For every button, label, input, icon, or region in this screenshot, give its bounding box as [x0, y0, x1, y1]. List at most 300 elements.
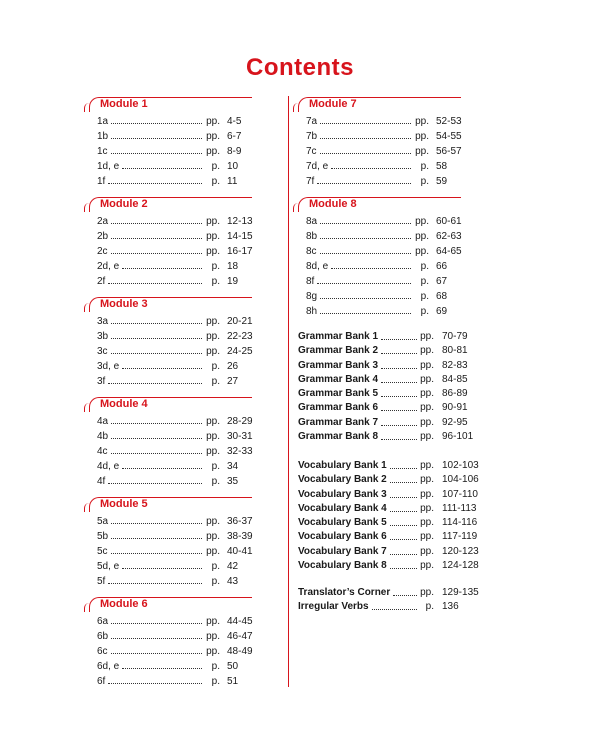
page-prefix: pp.	[420, 460, 434, 471]
page-prefix: p.	[211, 261, 220, 272]
entry-label: Grammar Bank 3	[298, 359, 379, 371]
toc-entry	[89, 644, 279, 659]
page-number: 69	[436, 306, 448, 317]
toc-entry	[298, 330, 498, 344]
page-prefix: pp.	[206, 631, 220, 642]
module-heading	[89, 97, 279, 113]
toc-entry	[298, 459, 498, 473]
entry-label: 2a	[97, 216, 109, 227]
module-section	[89, 197, 279, 289]
page-number: 52-53	[436, 116, 462, 127]
entry-label: 8h	[306, 306, 318, 317]
leader-dots	[320, 138, 411, 139]
page-number: 117-119	[442, 531, 478, 543]
toc-entry	[298, 545, 498, 559]
toc-entry	[298, 274, 488, 289]
module-section	[89, 497, 279, 589]
page-number: 62-63	[436, 231, 462, 242]
toc-entry	[89, 274, 279, 289]
page-prefix: p.	[420, 291, 429, 302]
toc-entry	[298, 600, 498, 614]
leader-dots	[381, 368, 417, 369]
page-prefix: pp.	[415, 116, 429, 127]
page-number: 28-29	[227, 416, 253, 427]
page-number: 104-106	[442, 474, 479, 486]
entry-label: 6c	[97, 646, 108, 657]
entry-label: 4f	[97, 476, 106, 487]
leader-dots	[381, 339, 417, 340]
page-number: 35	[227, 476, 239, 487]
leader-dots	[111, 453, 202, 454]
page-prefix: pp.	[415, 146, 429, 157]
page-prefix: pp.	[420, 331, 434, 342]
module-title: Module 5	[100, 498, 148, 510]
page-prefix: pp.	[206, 446, 220, 457]
page-number: 102-103	[442, 460, 479, 471]
toc-entry	[89, 244, 279, 259]
leader-dots	[122, 568, 202, 569]
page-prefix: p.	[211, 361, 220, 372]
entry-label: 2c	[97, 246, 108, 257]
page-number: 32-33	[227, 446, 253, 457]
page-number: 46-47	[227, 631, 253, 642]
toc-entry	[89, 544, 279, 559]
toc-entry	[298, 259, 488, 274]
leader-dots	[320, 253, 411, 254]
leader-dots	[111, 353, 202, 354]
page-number: 84-85	[442, 373, 468, 385]
toc-entry	[89, 459, 279, 474]
page-prefix: p.	[420, 176, 429, 187]
column-divider	[288, 96, 289, 687]
toc-entry	[298, 473, 498, 487]
entry-label: Vocabulary Bank 7	[298, 545, 387, 557]
entry-label: 7b	[306, 131, 318, 142]
toc-entry	[298, 214, 488, 229]
page-prefix: p.	[211, 576, 220, 587]
leader-dots	[381, 382, 417, 383]
page-number: 124-128	[442, 560, 479, 572]
leader-dots	[111, 253, 202, 254]
entry-label: Vocabulary Bank 5	[298, 517, 387, 529]
page-number: 92-95	[442, 416, 468, 428]
leader-dots	[111, 553, 202, 554]
page-number: 80-81	[442, 345, 468, 357]
entry-label: 1a	[97, 116, 109, 127]
toc-entry	[89, 114, 279, 129]
leader-dots	[390, 511, 417, 512]
entry-label: 7d, e	[306, 161, 329, 172]
page-prefix: p.	[420, 261, 429, 272]
entry-label: 5b	[97, 531, 109, 542]
module-heading	[89, 297, 279, 313]
page-number: 18	[227, 261, 239, 272]
page-prefix: p.	[211, 561, 220, 572]
page-prefix: pp.	[420, 388, 434, 400]
page-prefix: p.	[211, 276, 220, 287]
entry-label: 7f	[306, 176, 315, 187]
leader-dots	[111, 338, 202, 339]
leader-dots	[381, 425, 417, 426]
toc-entry	[298, 387, 498, 401]
page-prefix: p.	[211, 676, 220, 687]
leader-dots	[381, 353, 417, 354]
toc-entry	[89, 229, 279, 244]
entry-label: 8c	[306, 246, 317, 257]
page-prefix: pp.	[206, 546, 220, 557]
toc-entry	[298, 159, 488, 174]
module-title: Module 4	[100, 398, 148, 410]
module-heading	[298, 197, 488, 213]
leader-dots	[111, 638, 202, 639]
toc-entry	[298, 502, 498, 516]
page-number: 4-5	[227, 116, 242, 127]
toc-entry	[89, 559, 279, 574]
page-number: 44-45	[227, 616, 253, 627]
page-number: 6-7	[227, 131, 242, 142]
leader-dots	[381, 396, 417, 397]
page-number: 16-17	[227, 246, 253, 257]
entry-label: Vocabulary Bank 2	[298, 474, 387, 486]
entry-label: 6b	[97, 631, 109, 642]
leader-dots	[111, 138, 202, 139]
leader-dots	[393, 595, 417, 596]
entry-label: 8a	[306, 216, 318, 227]
page-number: 107-110	[442, 488, 478, 500]
toc-entry	[298, 144, 488, 159]
entry-label: 8f	[306, 276, 315, 287]
entry-label: Grammar Bank 8	[298, 431, 379, 443]
entry-label: 4c	[97, 446, 108, 457]
module-heading	[89, 597, 279, 613]
toc-entry	[89, 429, 279, 444]
entry-label: Translator’s Corner	[298, 587, 391, 598]
leader-dots	[381, 410, 417, 411]
entry-label: 3f	[97, 376, 106, 387]
page-prefix: pp.	[415, 246, 429, 257]
page-number: 19	[227, 276, 239, 287]
page-prefix: p.	[211, 161, 220, 172]
page-number: 38-39	[227, 531, 253, 542]
leader-dots	[111, 423, 202, 424]
page-prefix: pp.	[206, 231, 220, 242]
leader-dots	[108, 283, 202, 284]
page-prefix: p.	[211, 176, 220, 187]
entry-label: 8g	[306, 291, 318, 302]
toc-entry	[89, 159, 279, 174]
leader-dots	[320, 153, 411, 154]
toc-entry	[298, 359, 498, 373]
module-title: Module 6	[100, 598, 148, 610]
toc-entry	[89, 414, 279, 429]
leader-dots	[108, 583, 202, 584]
module-section	[298, 97, 488, 189]
toc-entry	[89, 174, 279, 189]
toc-entry	[89, 659, 279, 674]
leader-dots	[111, 323, 202, 324]
page-prefix: pp.	[420, 587, 434, 598]
page-number: 40-41	[227, 546, 253, 557]
module-heading	[89, 197, 279, 213]
module-section	[298, 197, 488, 319]
entry-label: 7c	[306, 146, 317, 157]
toc-entry	[298, 174, 488, 189]
toc-entry	[298, 530, 498, 544]
module-section	[89, 597, 279, 689]
page-prefix: p.	[420, 306, 429, 317]
page-number: 14-15	[227, 231, 253, 242]
entry-label: 8b	[306, 231, 318, 242]
entry-label: 5f	[97, 576, 106, 587]
toc-entry	[298, 516, 498, 530]
entry-label: 1c	[97, 146, 108, 157]
page-number: 50	[227, 661, 239, 672]
entry-label: 3a	[97, 316, 109, 327]
toc-entry	[89, 674, 279, 689]
entry-label: Grammar Bank 6	[298, 402, 379, 414]
toc-entry	[89, 529, 279, 544]
leader-dots	[317, 183, 411, 184]
page-prefix: pp.	[420, 502, 434, 514]
leader-dots	[320, 298, 411, 299]
toc-entry	[89, 344, 279, 359]
leader-dots	[111, 538, 202, 539]
leader-dots	[390, 554, 417, 555]
leader-dots	[111, 623, 202, 624]
page-number: 114-116	[442, 517, 478, 529]
toc-entry	[298, 129, 488, 144]
entry-label: 2b	[97, 231, 109, 242]
page-prefix: pp.	[206, 316, 220, 327]
entry-label: 2d, e	[97, 261, 120, 272]
entry-label: 6f	[97, 676, 106, 687]
page-prefix: pp.	[415, 231, 429, 242]
entry-label: 3b	[97, 331, 109, 342]
leader-dots	[111, 438, 202, 439]
entry-label: Vocabulary Bank 3	[298, 488, 387, 500]
toc-entry	[298, 229, 488, 244]
toc-entry	[298, 488, 498, 502]
page-prefix: p.	[425, 601, 434, 613]
entry-label: Vocabulary Bank 1	[298, 460, 387, 471]
leader-dots	[381, 439, 417, 440]
page-prefix: p.	[420, 276, 429, 287]
page-number: 86-89	[442, 388, 468, 400]
leader-dots	[390, 497, 417, 498]
page-number: 11	[227, 176, 238, 187]
module-heading	[89, 497, 279, 513]
entry-label: Vocabulary Bank 4	[298, 502, 387, 514]
page-number: 43	[227, 576, 239, 587]
page-prefix: pp.	[415, 131, 429, 142]
page-prefix: p.	[211, 376, 220, 387]
leader-dots	[122, 668, 202, 669]
page-prefix: pp.	[206, 131, 220, 142]
page-prefix: pp.	[206, 416, 220, 427]
leader-dots	[122, 168, 202, 169]
toc-entry	[89, 444, 279, 459]
page-number: 20-21	[227, 316, 253, 327]
leader-dots	[111, 153, 202, 154]
page-number: 30-31	[227, 431, 253, 442]
page-number: 27	[227, 376, 239, 387]
entry-label: 4d, e	[97, 461, 120, 472]
toc-entry	[298, 304, 488, 319]
toc-entry	[89, 614, 279, 629]
module-title: Module 1	[100, 98, 148, 110]
leader-dots	[331, 168, 411, 169]
entry-label: Grammar Bank 5	[298, 388, 379, 400]
leader-dots	[108, 183, 202, 184]
page-number: 12-13	[227, 216, 253, 227]
entry-label: 1b	[97, 131, 109, 142]
page-prefix: pp.	[415, 216, 429, 227]
page-prefix: pp.	[206, 116, 220, 127]
module-section	[89, 397, 279, 489]
entry-label: 1f	[97, 176, 106, 187]
page-number: 48-49	[227, 646, 253, 657]
page-number: 90-91	[442, 402, 468, 414]
leader-dots	[108, 483, 202, 484]
entry-label: 6d, e	[97, 661, 120, 672]
page-prefix: pp.	[420, 345, 434, 357]
page-prefix: pp.	[420, 517, 434, 529]
vocabulary-bank-list	[298, 459, 498, 573]
page-prefix: pp.	[206, 146, 220, 157]
entry-label: Vocabulary Bank 6	[298, 531, 387, 543]
toc-entry	[298, 373, 498, 387]
page-prefix: pp.	[206, 246, 220, 257]
page-number: 68	[436, 291, 448, 302]
leader-dots	[122, 468, 202, 469]
entry-label: 2f	[97, 276, 106, 287]
toc-entry	[89, 329, 279, 344]
page-prefix: pp.	[206, 531, 220, 542]
toc-entry	[89, 214, 279, 229]
entry-label: 5d, e	[97, 561, 120, 572]
leader-dots	[122, 368, 202, 369]
entry-label: Irregular Verbs	[298, 601, 369, 613]
leader-dots	[111, 238, 202, 239]
page-prefix: pp.	[420, 531, 434, 543]
leader-dots	[320, 223, 411, 224]
entry-label: 7a	[306, 116, 318, 127]
page-prefix: pp.	[206, 346, 220, 357]
leader-dots	[111, 653, 202, 654]
leader-dots	[390, 539, 417, 540]
extras-list	[298, 586, 498, 615]
module-title: Module 7	[309, 98, 357, 110]
page-prefix: p.	[211, 661, 220, 672]
page-number: 67	[436, 276, 448, 287]
module-section	[89, 297, 279, 389]
toc-entry	[298, 114, 488, 129]
toc-entry	[89, 144, 279, 159]
page-prefix: pp.	[420, 488, 434, 500]
page-prefix: pp.	[420, 359, 434, 371]
entry-label: 3c	[97, 346, 108, 357]
page-number: 51	[227, 676, 239, 687]
entry-label: 3d, e	[97, 361, 120, 372]
page-number: 59	[436, 176, 448, 187]
toc-entry	[89, 129, 279, 144]
entry-label: Vocabulary Bank 8	[298, 560, 387, 572]
page-prefix: pp.	[206, 331, 220, 342]
page-prefix: pp.	[420, 431, 434, 443]
toc-entry	[298, 344, 498, 358]
entry-label: 6a	[97, 616, 109, 627]
page-number: 42	[227, 561, 239, 572]
leader-dots	[320, 313, 411, 314]
leader-dots	[111, 123, 202, 124]
page-number: 82-83	[442, 359, 468, 371]
entry-label: 4a	[97, 416, 109, 427]
toc-entry	[298, 430, 498, 444]
leader-dots	[390, 468, 417, 469]
toc-entry	[89, 474, 279, 489]
toc-entry	[298, 416, 498, 430]
page-number: 66	[436, 261, 448, 272]
toc-entry	[298, 559, 498, 573]
page-number: 22-23	[227, 331, 253, 342]
page-prefix: pp.	[206, 616, 220, 627]
page-number: 58	[436, 161, 448, 172]
leader-dots	[111, 223, 202, 224]
leader-dots	[122, 268, 202, 269]
module-heading	[298, 97, 488, 113]
page-number: 70-79	[442, 331, 468, 342]
page-number: 60-61	[436, 216, 462, 227]
page-number: 111-113	[442, 502, 477, 514]
leader-dots	[108, 383, 202, 384]
page-number: 120-123	[442, 545, 479, 557]
entry-label: 5a	[97, 516, 109, 527]
page-title: Contents	[246, 54, 354, 81]
page-number: 24-25	[227, 346, 253, 357]
toc-entry	[298, 586, 498, 600]
toc-entry	[89, 374, 279, 389]
leader-dots	[390, 568, 417, 569]
page-prefix: pp.	[206, 216, 220, 227]
toc-entry	[89, 359, 279, 374]
page-number: 64-65	[436, 246, 462, 257]
module-section	[89, 97, 279, 189]
page-number: 136	[442, 601, 459, 613]
page-prefix: pp.	[206, 646, 220, 657]
page-prefix: p.	[211, 476, 220, 487]
module-title: Module 2	[100, 198, 148, 210]
page-number: 54-55	[436, 131, 462, 142]
leader-dots	[331, 268, 411, 269]
page-prefix: pp.	[206, 516, 220, 527]
leader-dots	[372, 609, 417, 610]
page-prefix: pp.	[420, 560, 434, 572]
module-title: Module 3	[100, 298, 148, 310]
leader-dots	[320, 123, 411, 124]
entry-label: Grammar Bank 4	[298, 373, 379, 385]
toc-entry	[298, 289, 488, 304]
page-prefix: pp.	[420, 402, 434, 414]
leader-dots	[111, 523, 202, 524]
leader-dots	[390, 525, 417, 526]
toc-entry	[89, 574, 279, 589]
page-number: 36-37	[227, 516, 253, 527]
toc-entry	[89, 629, 279, 644]
module-title: Module 8	[309, 198, 357, 210]
entry-label: Grammar Bank 7	[298, 416, 379, 428]
toc-entry	[89, 514, 279, 529]
page-number: 56-57	[436, 146, 462, 157]
